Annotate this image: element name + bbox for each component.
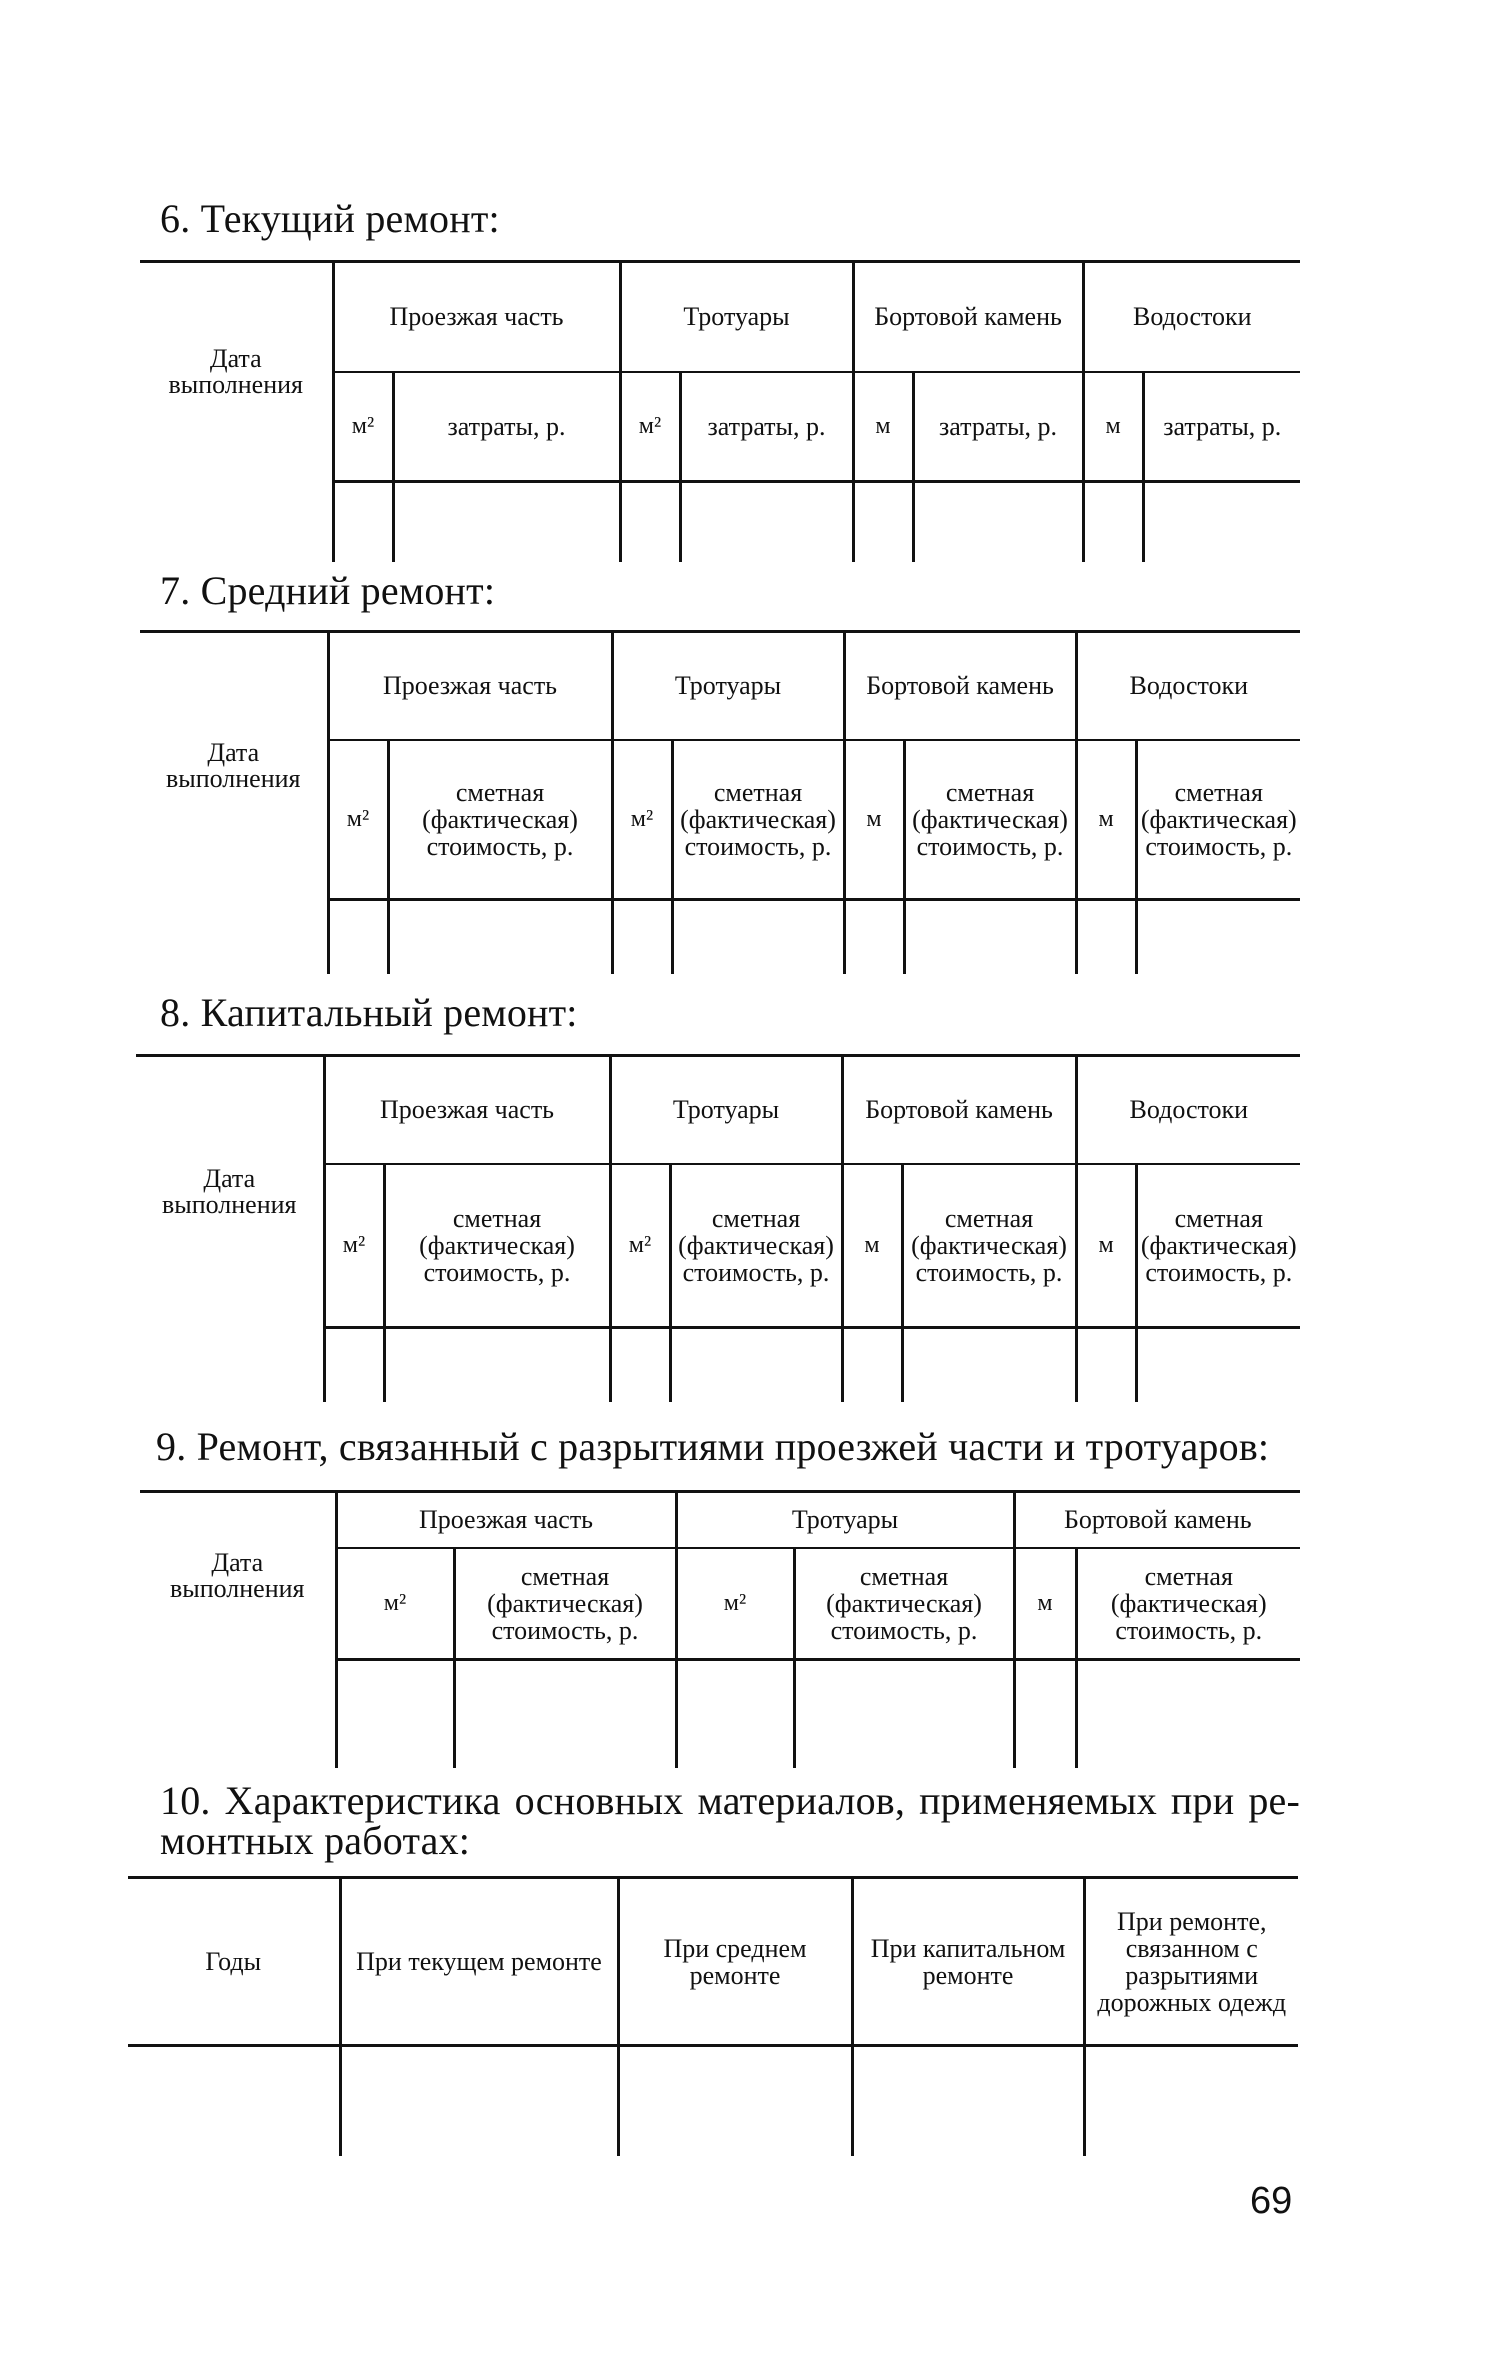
cost-header: затраты, р. [393, 372, 620, 482]
unit-header: м [1076, 1164, 1136, 1328]
group-header: Проезжая часть [333, 262, 620, 372]
group-header: Бортовой камень [1014, 1492, 1300, 1548]
group-header: Проезжая часть [336, 1492, 676, 1548]
date-header: Дата выполнения [140, 262, 333, 482]
empty-entry-row [140, 900, 1300, 974]
empty-entry-row [140, 482, 1300, 562]
unit-header: м² [612, 740, 672, 900]
empty-entry-row [136, 1328, 1300, 1402]
section-10-table [128, 1876, 1298, 2156]
cost-header: сметная (фактическая) стоимость, р. [384, 1164, 610, 1328]
group-header: Тротуары [612, 632, 844, 740]
unit-header: м² [336, 1548, 454, 1660]
section-9-table [140, 1490, 1300, 1768]
cost-header: затраты, р. [1143, 372, 1300, 482]
cost-header: сметная (фактическая) стоимость, р. [1136, 740, 1300, 900]
group-header: Проезжая часть [324, 1056, 610, 1164]
cost-header: сметная (фактическая) стоимость, р. [388, 740, 612, 900]
group-header: Тротуары [620, 262, 853, 372]
cost-header: затраты, р. [913, 372, 1083, 482]
section-9-title: 9. Ремонт, связанный с разрытиями проезжей части и тротуаров: [156, 1424, 1270, 1469]
cost-header: сметная (фактическая) стоимость, р. [454, 1548, 676, 1660]
unit-header: м [1076, 740, 1136, 900]
group-header: Тротуары [610, 1056, 842, 1164]
column-header: При среднем ремонте [618, 1878, 852, 2046]
unit-header: м² [620, 372, 680, 482]
column-header: Годы [128, 1878, 340, 2046]
group-header: Тротуары [676, 1492, 1014, 1548]
unit-header: м² [328, 740, 388, 900]
section-6-title: 6. Текущий ремонт: [160, 196, 500, 241]
unit-header: м [844, 740, 904, 900]
group-header: Бортовой камень [842, 1056, 1076, 1164]
unit-header: м² [333, 372, 393, 482]
date-header: Дата выполнения [140, 632, 328, 900]
date-header: Дата выполнения [136, 1056, 324, 1328]
section-7-table [140, 630, 1300, 974]
group-header: Бортовой камень [844, 632, 1076, 740]
column-header: При капитальном ремонте [852, 1878, 1084, 2046]
section-10-title-line1: 10. Характеристика основных материалов, применяемых при ре- [160, 1778, 1300, 1823]
section-10-title-line2: монтных работах: [160, 1818, 471, 1863]
date-header: Дата выполнения [140, 1492, 336, 1660]
group-header: Проезжая часть [328, 632, 612, 740]
cost-header: сметная (фактическая) стоимость, р. [902, 1164, 1076, 1328]
column-header: При ремонте, связанном с разрытиями дорожных одежд [1084, 1878, 1298, 2046]
unit-header: м [1083, 372, 1143, 482]
cost-header: сметная (фактическая) стоимость, р. [1136, 1164, 1300, 1328]
unit-header: м [853, 372, 913, 482]
section-8-title: 8. Капитальный ремонт: [160, 990, 578, 1035]
section-8-table [136, 1054, 1300, 1402]
group-header: Водостоки [1076, 632, 1300, 740]
cost-header: сметная (фактическая) стоимость, р. [670, 1164, 842, 1328]
page-number: 69 [1250, 2180, 1293, 2222]
unit-header: м² [324, 1164, 384, 1328]
unit-header: м² [676, 1548, 794, 1660]
unit-header: м [1014, 1548, 1076, 1660]
empty-entry-row [128, 2046, 1298, 2156]
section-7-title: 7. Средний ремонт: [160, 568, 496, 613]
cost-header: сметная (фактическая) стоимость, р. [672, 740, 844, 900]
cost-header: затраты, р. [680, 372, 853, 482]
empty-entry-row [140, 1660, 1300, 1768]
group-header: Бортовой камень [853, 262, 1083, 372]
group-header: Водостоки [1083, 262, 1300, 372]
cost-header: сметная (фактическая) стоимость, р. [794, 1548, 1014, 1660]
unit-header: м² [610, 1164, 670, 1328]
cost-header: сметная (фактическая) стоимость, р. [904, 740, 1076, 900]
section-6-table [140, 260, 1300, 562]
cost-header: сметная (фактическая) стоимость, р. [1076, 1548, 1300, 1660]
column-header: При текущем ремонте [340, 1878, 618, 2046]
group-header: Водостоки [1076, 1056, 1300, 1164]
unit-header: м [842, 1164, 902, 1328]
